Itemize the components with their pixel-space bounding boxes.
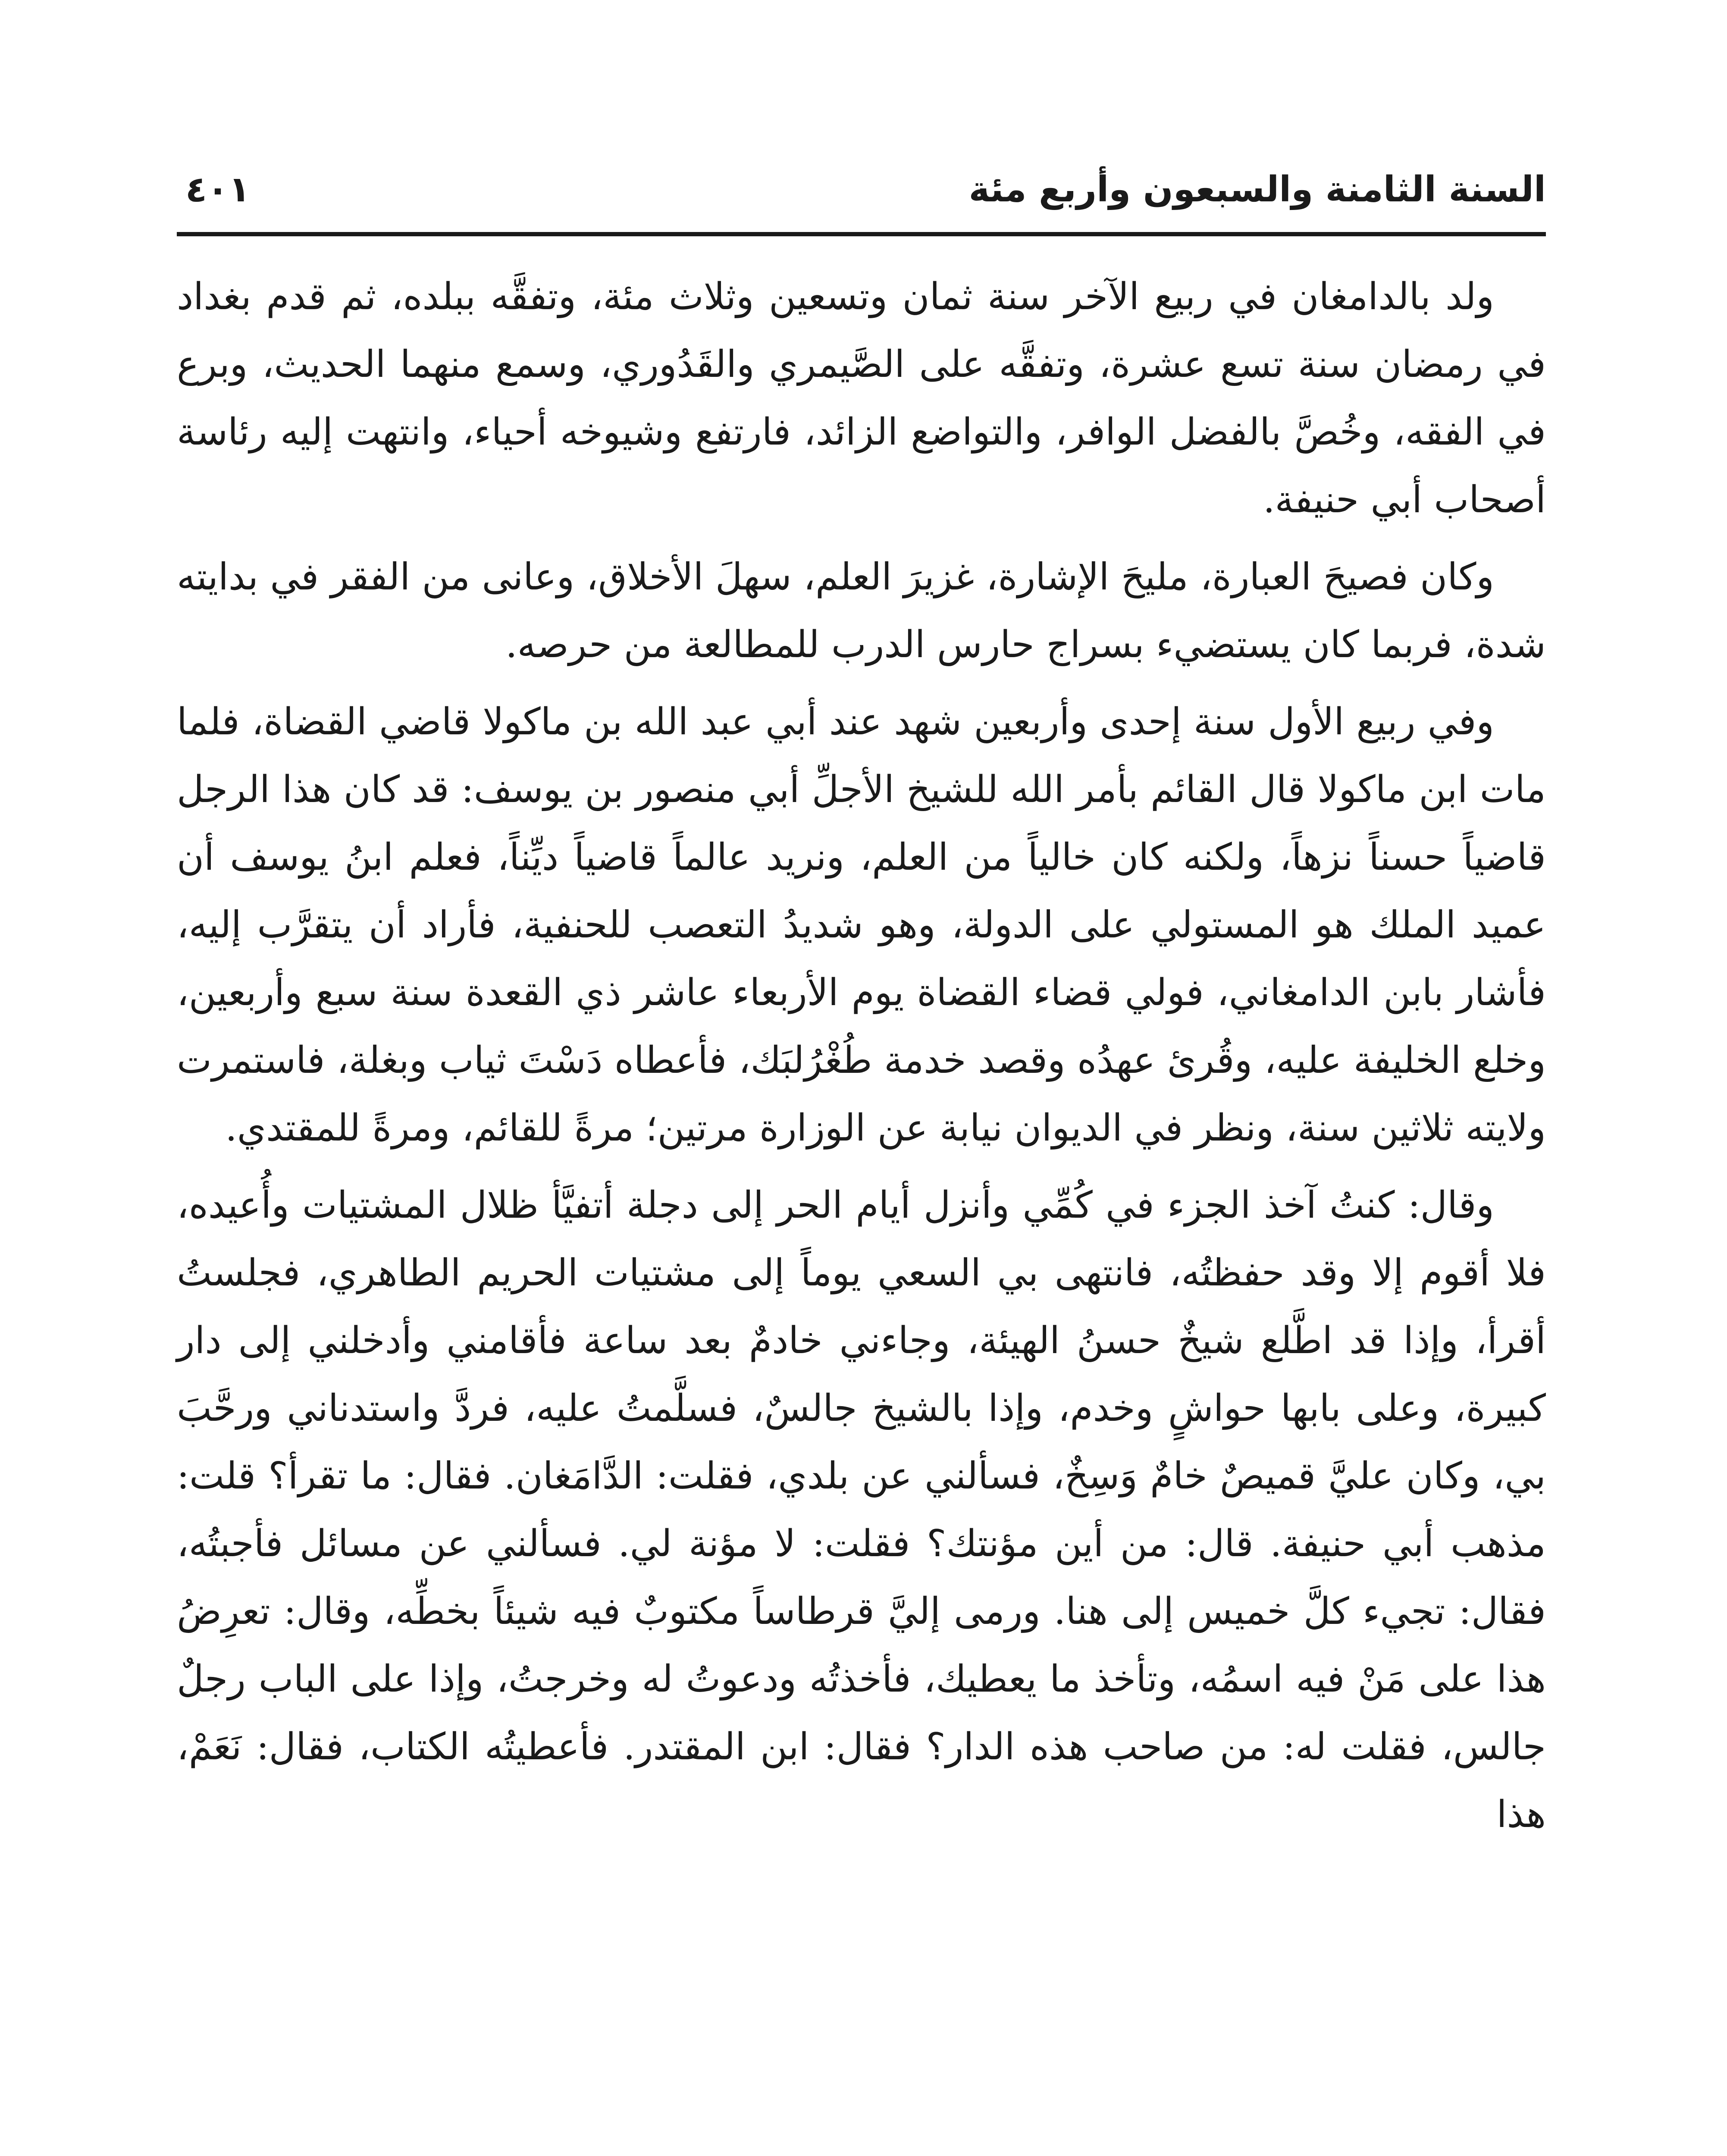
page-number: ٤٠١ — [185, 169, 251, 210]
paragraph-3: وفي ربيع الأول سنة إحدى وأربعين شهد عند أبي عبد الله بن ماكولا قاضي القضاة، فلما مات ابن ماكولا قال القائم بأمر الله للشيخ الأجلِّ أبي منصور بن يوسف: قد كان هذا الرجل قاضياً حسناً نزهاً، ولكنه كان خالياً من العلم، ونريد عالماً قاضياً ديِّناً، فعلم ابنُ يوسف أن عميد الملك هو المستولي على الدولة، وهو شديدُ التعصب للحنفية، فأراد أن يتقرَّب إليه، فأشار بابن الدامغاني، فولي قضاء القضاة يوم الأربعاء عاشر ذي القعدة سنة سبع وأربعين، وخلع الخليفة عليه، وقُرئ عهدُه وقصد خدمة طُغْرُلبَك، فأعطاه دَسْتَ ثياب وبغلة، فاستمرت ولايته ثلاثين سنة، ونظر في الديوان نيابة عن الوزارة مرتين؛ مرةً للقائم، ومرةً للمقتدي. — [177, 700, 1546, 1150]
paragraph-2: وكان فصيحَ العبارة، مليحَ الإشارة، غزيرَ العلم، سهلَ الأخلاق، وعانى من الفقر في بدايته شدة، فربما كان يستضيء بسراج حارس الدرب للمطالعة من حرصه. — [177, 555, 1546, 666]
running-title: السنة الثامنة والسبعون وأربع مئة — [968, 169, 1546, 210]
paragraph-1: ولد بالدامغان في ربيع الآخر سنة ثمان وتسعين وثلاث مئة، وتفقَّه ببلده، ثم قدم بغداد في رمضان سنة تسع عشرة، وتفقَّه على الصَّيمري والقَدُوري، وسمع منهما الحديث، وبرع في الفقه، وخُصَّ بالفضل الوافر، والتواضع الزائد، فارتفع وشيوخه أحياء، وانتهت إليه رئاسة أصحاب أبي حنيفة. — [177, 275, 1546, 521]
header-rule — [177, 232, 1546, 236]
running-head — [177, 155, 1546, 229]
body-text — [177, 263, 1546, 1858]
paragraph-4: وقال: كنتُ آخذ الجزء في كُمِّي وأنزل أيام الحر إلى دجلة أتفيَّأ ظلال المشتيات وأُعيده، فلا أقوم إلا وقد حفظتُه، فانتهى بي السعي يوماً إلى مشتيات الحريم الطاهري، فجلستُ أقرأ، وإذا قد اطَّلع شيخٌ حسنُ الهيئة، وجاءني خادمٌ بعد ساعة فأقامني وأدخلني إلى دار كبيرة، وعلى بابها حواشٍ وخدم، وإذا بالشيخ جالسٌ، فسلَّمتُ عليه، فردَّ واستدناني ورحَّبَ بي، وكان عليَّ قميصٌ خامٌ وَسِخٌ، فسألني عن بلدي، فقلت: الدَّامَغان. فقال: ما تقرأ؟ قلت: مذهب أبي حنيفة. قال: من أين مؤنتك؟ فقلت: لا مؤنة لي. فسألني عن مسائل فأجبتُه، فقال: تجيء كلَّ خميس إلى هنا. ورمى إليَّ قرطاساً مكتوبٌ فيه شيئاً بخطِّه، وقال: تعرِضُ هذا على مَنْ فيه اسمُه، وتأخذ ما يعطيك، فأخذتُه ودعوتُ له وخرجتُ، وإذا على الباب رجلٌ جالس، فقلت له: من صاحب هذه الدار؟ فقال: ابن المقتدر. فأعطيتُه الكتاب، فقال: نَعَمْ، هذا — [177, 1184, 1546, 1836]
